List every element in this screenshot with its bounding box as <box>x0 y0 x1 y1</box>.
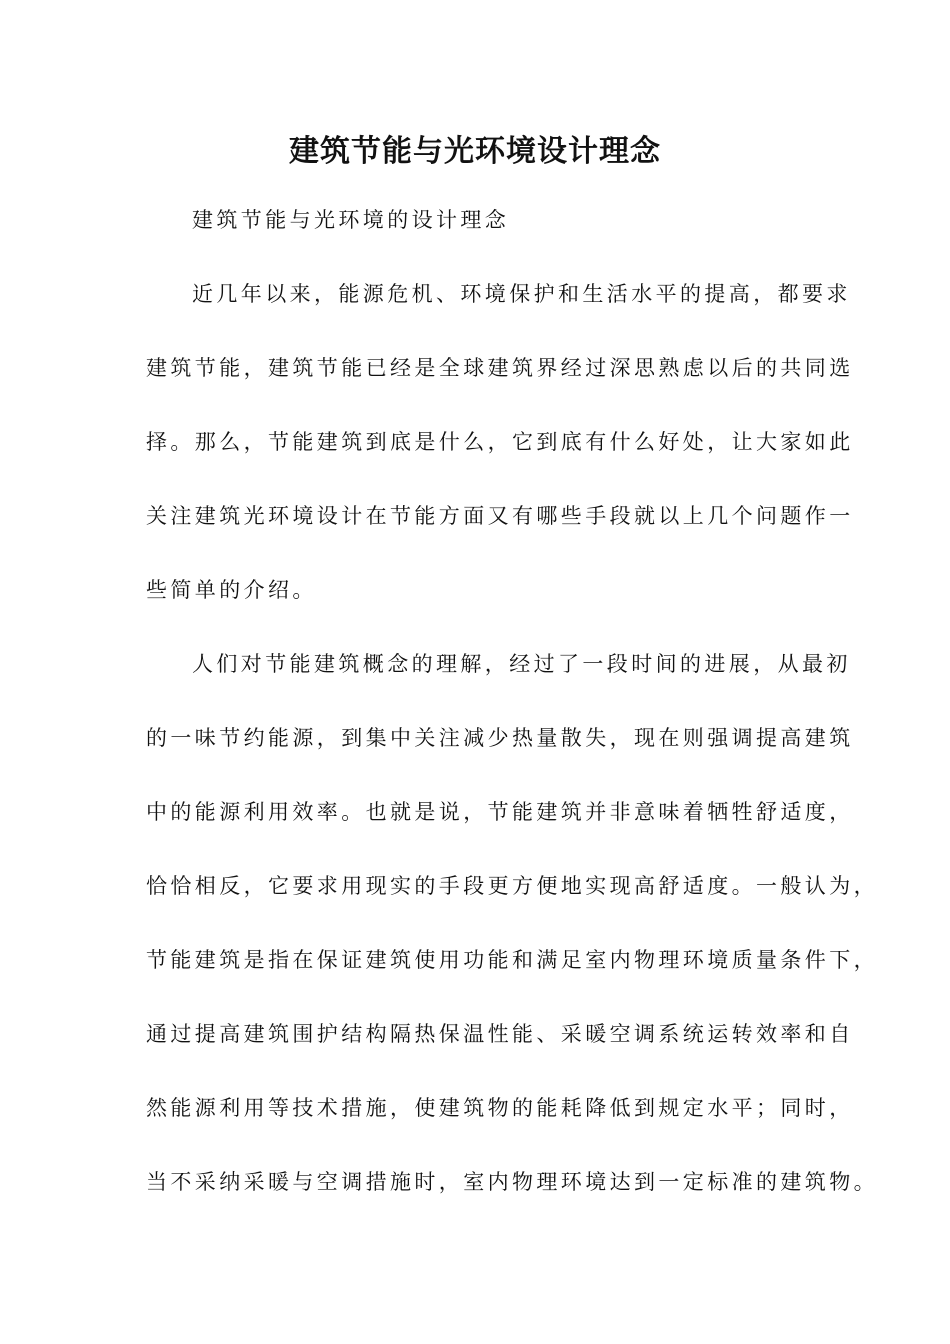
paragraph-2-line-7: 然能源利用等技术措施，使建筑物的能耗降低到规定水平；同时， <box>146 1096 854 1120</box>
paragraph-1-line-3: 择。那么，节能建筑到底是什么，它到底有什么好处，让大家如此 <box>146 430 854 454</box>
paragraph-2-line-3: 中的能源利用效率。也就是说，节能建筑并非意味着牺牲舒适度， <box>146 800 854 824</box>
paragraph-2-line-8: 当不采纳采暖与空调措施时，室内物理环境达到一定标准的建筑物。 <box>146 1170 878 1194</box>
document-title: 建筑节能与光环境设计理念 <box>289 134 661 169</box>
paragraph-2-line-4: 恰恰相反，它要求用现实的手段更方便地实现高舒适度。一般认为， <box>146 874 878 898</box>
subtitle-line: 建筑节能与光环境的设计理念 <box>192 208 510 232</box>
paragraph-1-line-4: 关注建筑光环境设计在节能方面又有哪些手段就以上几个问题作一 <box>146 504 854 528</box>
paragraph-2-line-2: 的一味节约能源，到集中关注减少热量散失，现在则强调提高建筑 <box>146 726 854 750</box>
paragraph-1-line-5: 些简单的介绍。 <box>146 578 317 602</box>
document-body <box>146 202 878 1238</box>
paragraph-1-line-2: 建筑节能，建筑节能已经是全球建筑界经过深思熟虑以后的共同选 <box>146 356 854 380</box>
paragraph-2-line-5: 节能建筑是指在保证建筑使用功能和满足室内物理环境质量条件下， <box>146 948 878 972</box>
paragraph-2-line-6: 通过提高建筑围护结构隔热保温性能、采暖空调系统运转效率和自 <box>146 1022 854 1046</box>
paragraph-2-line-1: 人们对节能建筑概念的理解，经过了一段时间的进展，从最初 <box>192 652 851 676</box>
paragraph-1-line-1: 近几年以来，能源危机、环境保护和生活水平的提高，都要求 <box>192 282 851 306</box>
